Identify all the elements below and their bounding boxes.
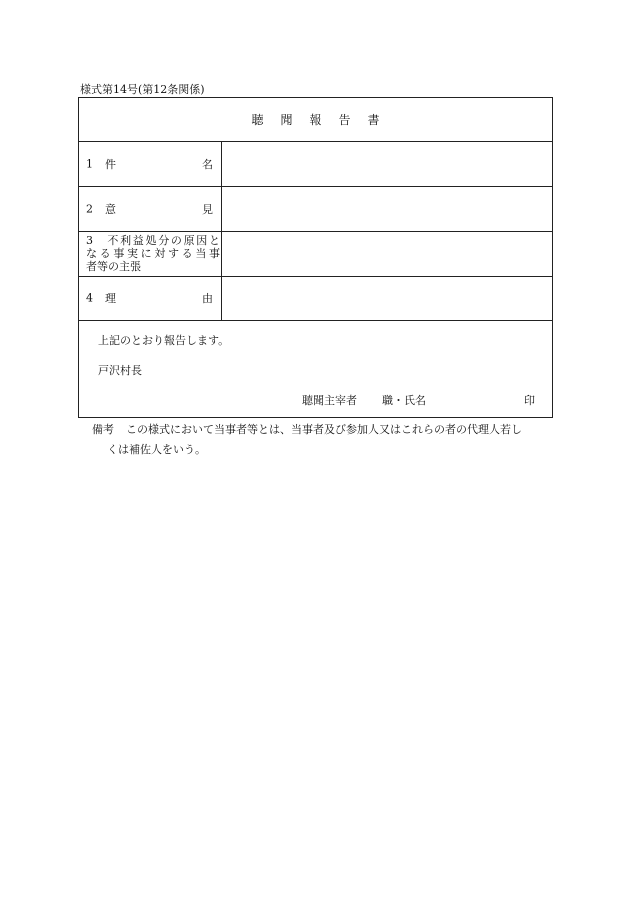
row-label-last: 名	[202, 158, 213, 171]
row-label-cell	[79, 142, 222, 186]
row-case-name	[79, 142, 552, 187]
row-label-cell	[79, 276, 222, 320]
opinion-field[interactable]	[222, 187, 552, 231]
row-opinion	[79, 187, 552, 232]
form-title: 聴聞報告書	[251, 113, 397, 127]
row-label-first: 件	[105, 158, 116, 171]
reason-field[interactable]	[222, 276, 552, 320]
title-row	[79, 98, 552, 142]
remarks-text-line: くは補佐人をいう。	[107, 443, 206, 456]
party-claims-field[interactable]	[222, 232, 552, 276]
case-name-field[interactable]	[222, 142, 552, 186]
presiding-officer-label: 聴聞主宰者	[302, 394, 357, 407]
row-number: 2	[86, 202, 93, 216]
row-label-cell	[79, 187, 222, 231]
party-claims-label	[86, 234, 220, 273]
row-label-first: 理	[105, 292, 116, 305]
party-claims-label-line: 者等の主張	[86, 260, 141, 273]
row-label-last: 見	[202, 203, 213, 216]
position-name-label: 職・氏名	[382, 394, 426, 407]
seal-mark: 印	[524, 394, 535, 407]
form-number-label: 様式第14号(第12条関係)	[80, 83, 205, 96]
row-party-claims	[79, 232, 552, 277]
row-label-last: 由	[202, 292, 213, 305]
report-statement: 上記のとおり報告します。	[98, 334, 230, 347]
addressee: 戸沢村長	[98, 364, 142, 377]
row-label-cell	[79, 232, 222, 276]
hearing-report-form	[78, 97, 553, 418]
remarks-heading: 備考	[92, 423, 114, 436]
party-claims-label-line: なる事実に対する当事	[86, 247, 220, 260]
row-reason	[79, 276, 552, 321]
report-footer	[79, 320, 552, 417]
remarks-text-line: この様式において当事者等とは、当事者及び参加人又はこれらの者の代理人若し	[126, 423, 522, 436]
party-claims-label-line: 3 不利益処分の原因と	[86, 234, 220, 247]
row-number: 4	[86, 291, 93, 305]
row-label-first: 意	[105, 203, 116, 216]
row-number: 1	[86, 157, 93, 171]
